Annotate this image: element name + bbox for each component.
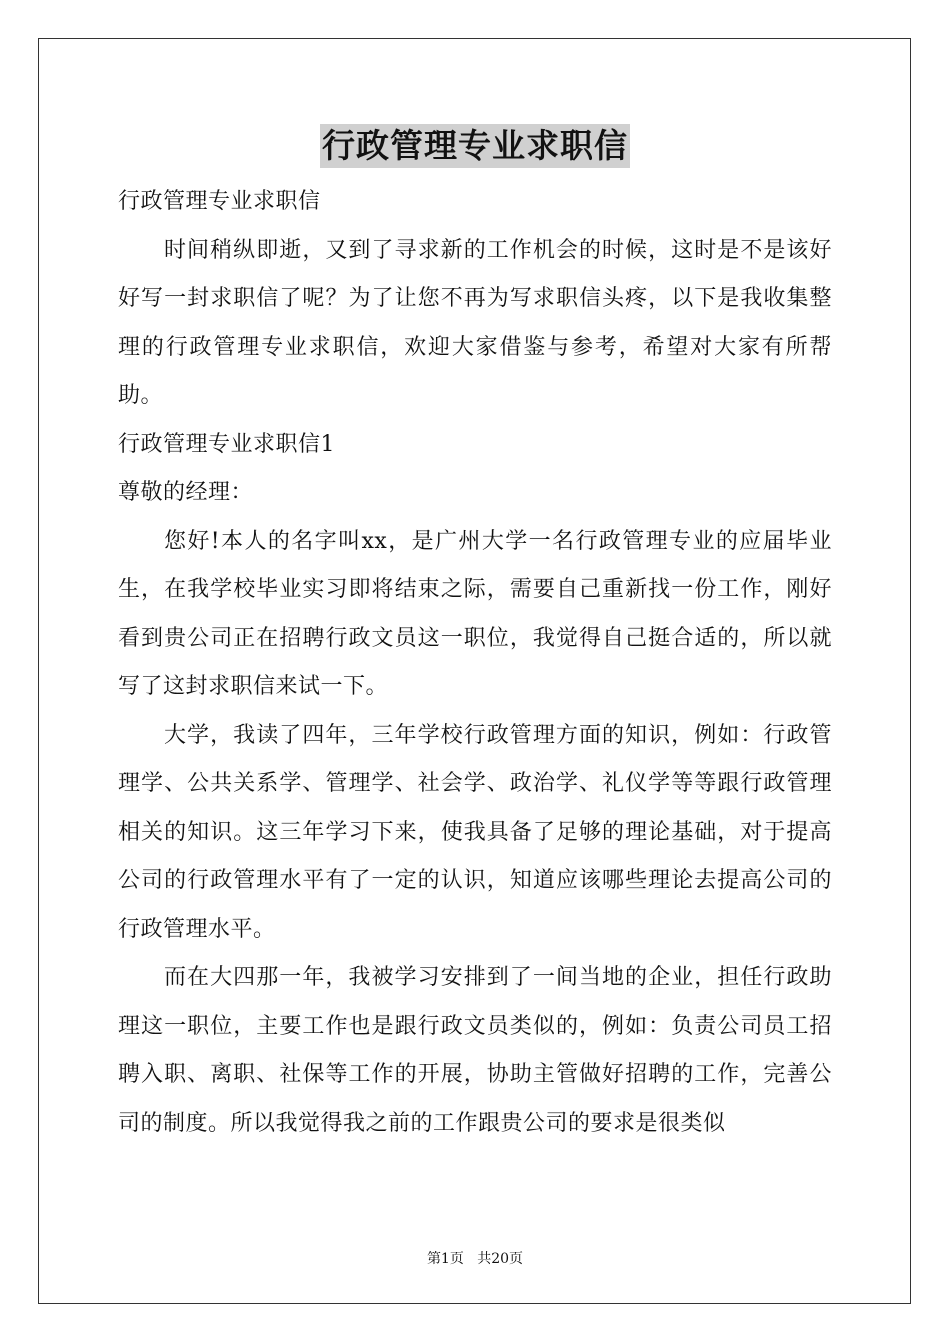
paragraph-body-3: 而在大四那一年，我被学习安排到了一间当地的企业，担任行政助理这一职位，主要工作也是跟行政文员类似的，例如：负责公司员工招聘入职、离职、社保等工作的开展，协助主管做好招聘的工作，完善公司的制度。所以我觉得我之前的工作跟贵公司的要求是很类似 [118, 965, 832, 1136]
page-number: 第1页 [426, 1251, 464, 1267]
title-container [0, 124, 950, 168]
paragraph-intro: 时间稍纵即逝，又到了寻求新的工作机会的时候，这时是不是该好好写一封求职信了呢？为了让您不再为写求职信头疼，以下是我收集整理的行政管理专业求职信，欢迎大家借鉴与参考，希望对大家有所帮助。 [118, 237, 832, 408]
paragraph-heading: 行政管理专业求职信 [118, 189, 321, 214]
paragraph-salutation: 尊敬的经理： [118, 480, 254, 505]
page-footer [0, 1248, 950, 1268]
paragraph-subheading: 行政管理专业求职信1 [118, 431, 335, 457]
document-title: 行政管理专业求职信 [320, 124, 630, 168]
paragraph-body-2: 大学，我读了四年，三年学校行政管理方面的知识，例如：行政管理学、公共关系学、管理学、社会学、政治学、礼仪学等等跟行政管理相关的知识。这三年学习下来，使我具备了足够的理论基础，对于提高公司的行政管理水平有了一定的认识，知道应该哪些理论去提高公司的行政管理水平。 [118, 722, 832, 942]
paragraph-body-1: 您好!本人的名字叫xx，是广州大学一名行政管理专业的应届毕业生，在我学校毕业实习即将结束之际，需要自己重新找一份工作，刚好看到贵公司正在招聘行政文员这一职位，我觉得自己挺合适的，所以就写了这封求职信来试一下。 [118, 528, 832, 699]
document-body [118, 178, 832, 1148]
page-total: 共20页 [477, 1251, 524, 1267]
